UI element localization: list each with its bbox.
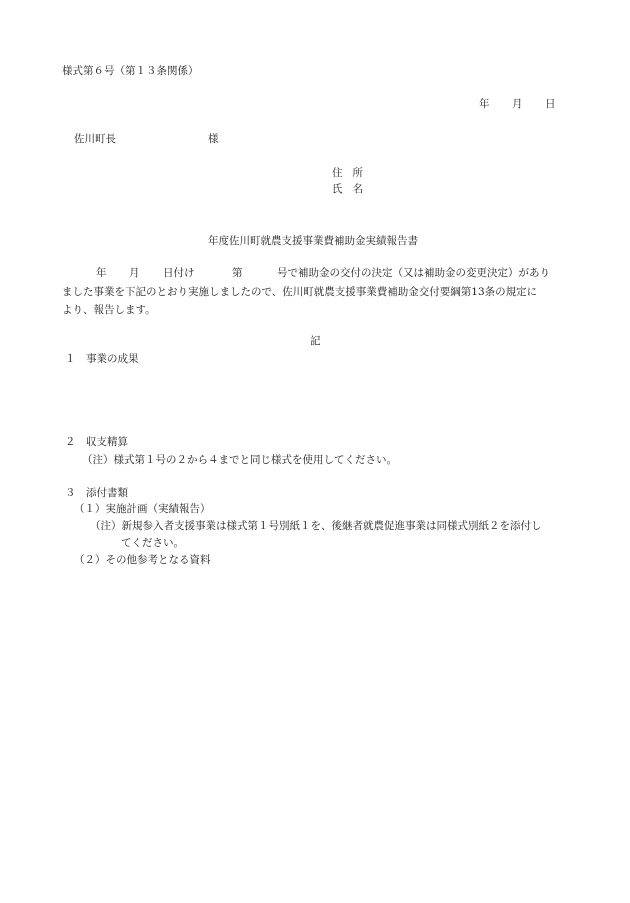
date-year: 年 xyxy=(479,98,490,110)
intro-dai: 第 xyxy=(232,267,243,279)
intro-line1-rest: 号で補助金の交付の決定（又は補助金の変更決定）があり xyxy=(277,267,550,279)
page-title: 年度佐川町就農支援事業費補助金実績報告書 xyxy=(208,235,418,247)
attachment-item-2: （２）その他参考となる資料 xyxy=(74,554,211,566)
intro-year: 年 xyxy=(96,267,107,279)
intro-day-dated: 日付け xyxy=(163,267,195,279)
section-number: １ xyxy=(65,353,76,365)
addressee-honorific: 様 xyxy=(208,133,219,145)
intro-month: 月 xyxy=(129,267,140,279)
ki-heading: 記 xyxy=(310,335,321,347)
section-title: 添付書類 xyxy=(86,487,128,499)
address-label: 住所 xyxy=(332,167,373,179)
intro-line3: より、報告します。 xyxy=(62,304,156,316)
attachment-note-line2: てください。 xyxy=(121,537,184,549)
section-number: ３ xyxy=(65,487,76,499)
section-number: ２ xyxy=(65,436,76,448)
attachment-item-1: （１）実施計画（実績報告） xyxy=(74,503,211,515)
section-note: （注）様式第１号の２から４までと同じ様式を使用してください。 xyxy=(82,454,397,466)
intro-line2: ました事業を下記のとおり実施しましたので、佐川町就農支援事業費補助金交付要綱第13条の規定に xyxy=(62,286,538,298)
date-day: 日 xyxy=(545,98,556,110)
date-month: 月 xyxy=(512,98,523,110)
form-id: 様式第６号（第１３条関係） xyxy=(62,65,199,77)
addressee-name: 佐川町長 xyxy=(74,133,116,145)
attachment-note-line1: （注）新規参入者支援事業は様式第１号別紙１を、後継者就農促進事業は同様式別紙２を添付し xyxy=(90,520,542,532)
section-title: 収支精算 xyxy=(86,436,128,448)
name-label: 氏名 xyxy=(332,183,373,195)
section-title: 事業の成果 xyxy=(86,353,139,365)
